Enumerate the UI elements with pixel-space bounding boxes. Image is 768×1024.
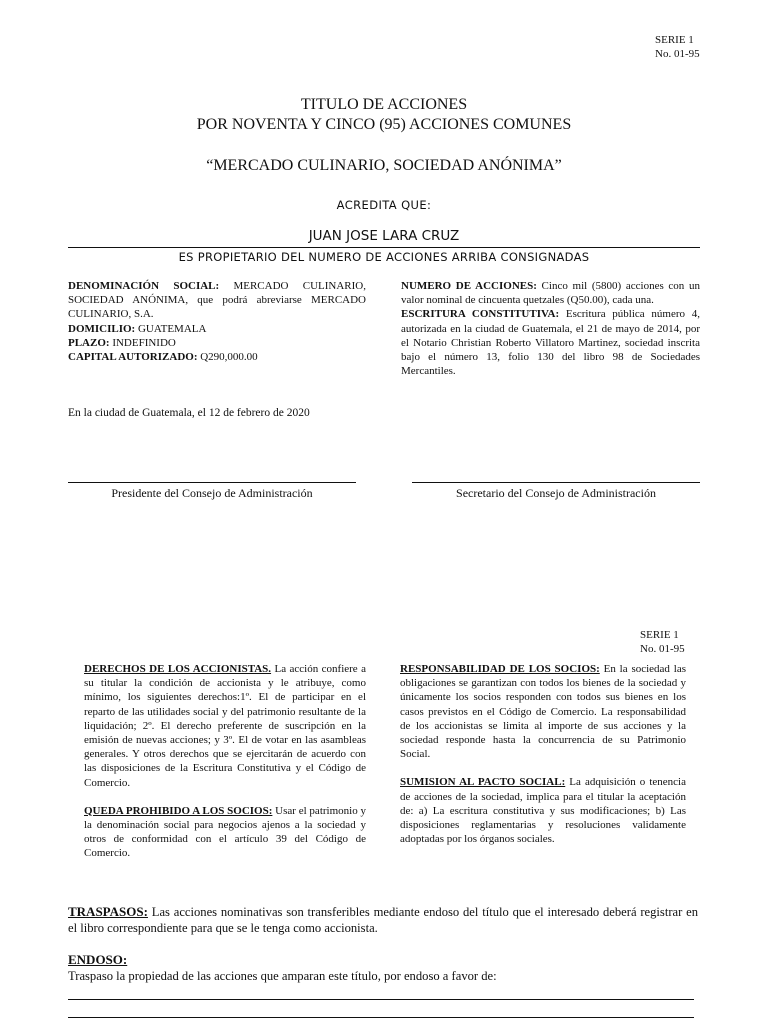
derechos-accionistas	[84, 662, 366, 790]
denominacion-value: MERCADO CULINARIO, SOCIEDAD ANÓNIMA, que podrá abreviarse MERCADO CULINARIO, S.A.	[68, 280, 366, 321]
numero-value: Cinco mil (5800) acciones con un valor nominal de cincuenta quetzales (Q50.00), cada una.	[401, 280, 700, 307]
capital-label: CAPITAL AUTORIZADO:	[68, 351, 198, 364]
acredita-label: ACREDITA QUE:	[336, 198, 432, 212]
endoso-label: ENDOSO:	[68, 952, 128, 967]
escritura-value: Escritura pública número 4, autorizada en la ciudad de Guatemala, el 21 de mayo de 2014, por el Notario Christian Roberto Villatoro Martinez, sociedad inscrita bajo el número 13, folio 130 del libro 98 de Sociedades Mercantiles.	[401, 308, 700, 378]
share-details	[401, 279, 700, 378]
endoso-section	[68, 952, 698, 984]
sumision-pacto	[400, 775, 686, 846]
back-serie-header	[640, 628, 685, 656]
capital-value: Q290,000.00	[197, 351, 258, 364]
domicilio-label: DOMICILIO:	[68, 322, 136, 335]
sumision-label: SUMISION AL PACTO SOCIAL:	[400, 776, 566, 789]
title-line1: TITULO DE ACCIONES	[300, 96, 468, 113]
derechos-label: DERECHOS DE LOS ACCIONISTAS.	[84, 663, 272, 675]
responsabilidad-label: RESPONSABILIDAD DE LOS SOCIOS:	[400, 663, 600, 675]
president-signature-line	[68, 482, 356, 483]
denominacion-label: DENOMINACIÓN SOCIAL:	[68, 280, 220, 292]
numero-label: NUMERO DE ACCIONES:	[401, 280, 537, 292]
endoso-line-2	[68, 1017, 694, 1018]
responsabilidad-socios	[400, 662, 686, 761]
serie-number: No. 01-95	[655, 48, 700, 60]
escritura-label: ESCRITURA CONSTITUTIVA:	[401, 308, 560, 321]
queda-prohibido	[84, 804, 366, 861]
domicilio-value: GUATEMALA	[135, 322, 207, 335]
company-name: “MERCADO CULINARIO, SOCIEDAD ANÓNIMA”	[206, 157, 562, 174]
traspasos-section	[68, 904, 698, 936]
plazo-value: INDEFINIDO	[109, 336, 176, 349]
derechos-text: La acción confiere a su titular la condición de accionista y le atribuye, como mínimo, los siguientes derechos:1º. El de participar en el reparto de las utilidades social y del patrimonio resultante de la liquidación; 2º. El derecho preferente de suscripción en la emisión de nuevas acciones; y 3º. El de votar en las asambleas generales. Y otros derechos que se ejercitarán de acuerdo con las disposiciones de la Escritura Constitutiva y el Código de Comercio.	[84, 663, 367, 789]
endoso-text: Traspaso la propiedad de las acciones que amparan este título, por endoso a favor de:	[68, 969, 497, 983]
president-label: Presidente del Consejo de Administración	[111, 486, 313, 500]
owner-underline	[68, 247, 700, 248]
plazo-label: PLAZO:	[68, 336, 110, 349]
propietario-line: ES PROPIETARIO DEL NUMERO DE ACCIONES ARRIBA CONSIGNADAS	[178, 250, 590, 264]
prohibido-text: Usar el patrimonio y la denominación social para negocios ajenos a la sociedad y otros de conformidad con el artículo 39 del Código de Comercio.	[84, 804, 366, 860]
traspasos-label: TRASPASOS:	[68, 904, 148, 919]
serie-label: SERIE 1	[655, 34, 694, 46]
secretary-label: Secretario del Consejo de Administración	[456, 486, 656, 500]
back-left-column	[84, 662, 366, 861]
responsabilidad-text: En la sociedad las obligaciones se garantizan con todos los bienes de la sociedad y únicamente los socios responden con todos sus bienes en los casos previstos en el Código de Comercio. La responsabilidad de los accionistas se limita al importe de sus acciones y la sociedad responde hasta la concurrencia de su Patrimonio Social.	[400, 663, 686, 761]
owner-name: JUAN JOSE LARA CRUZ	[308, 228, 460, 244]
prohibido-label: QUEDA PROHIBIDO A LOS SOCIOS:	[84, 804, 273, 817]
back-right-column	[400, 662, 686, 846]
plazo	[68, 336, 366, 350]
denominacion-social	[68, 279, 366, 322]
back-serie-number: No. 01-95	[640, 643, 685, 655]
capital-autorizado	[68, 350, 366, 364]
back-serie-label: SERIE 1	[640, 629, 679, 641]
numero-acciones	[401, 279, 700, 307]
escritura-constitutiva	[401, 307, 700, 378]
sumision-text: La adquisición o tenencia de acciones de la sociedad, implica para el titular la aceptación de: a) La escritura constitutiva y sus modificaciones; b) Las disposiciones reglamentarias y resoluciones validamente adoptadas por los órganos sociales.	[400, 776, 686, 846]
domicilio	[68, 322, 366, 336]
traspasos-text: Las acciones nominativas son transferibles mediante endoso del título que el interesado deberá registrar en el libro correspondiente para que se le tenga como accionista.	[68, 905, 698, 935]
company-details	[68, 279, 366, 364]
secretary-signature-line	[412, 482, 700, 483]
endoso-line-1	[68, 999, 694, 1000]
date-line: En la ciudad de Guatemala, el 12 de febrero de 2020	[68, 407, 310, 419]
serie-header	[655, 33, 700, 61]
title-line2: POR NOVENTA Y CINCO (95) ACCIONES COMUNES	[196, 116, 572, 133]
